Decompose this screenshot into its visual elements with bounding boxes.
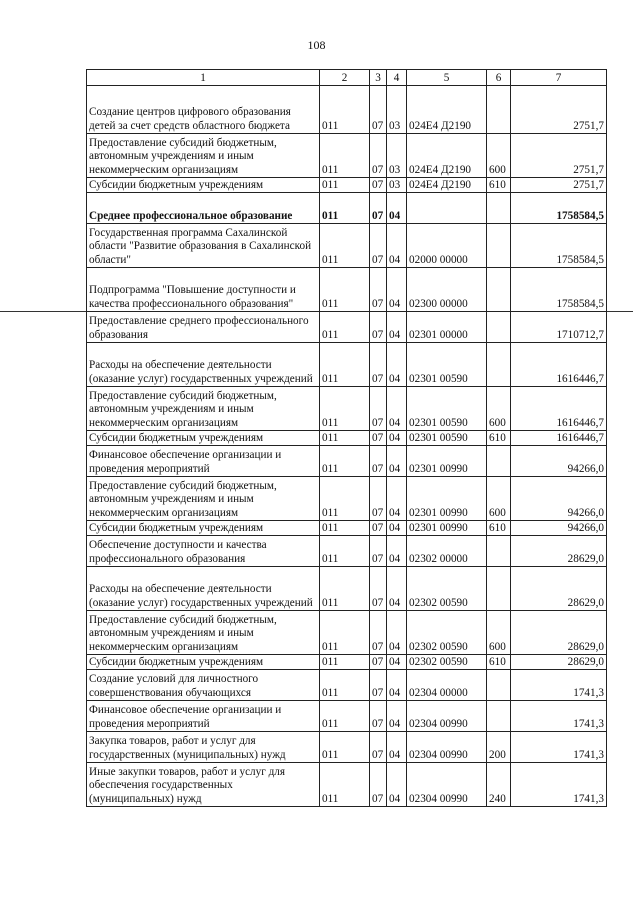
cell-gr: 011 <box>320 567 370 611</box>
cell-rz: 07 <box>370 732 387 763</box>
cell-sum: 1616446,7 <box>511 343 607 387</box>
cell-vr <box>487 446 511 477</box>
cell-name: Предоставление субсидий бюджетным, автономным учреждениям и иным некоммерческим организациям <box>87 477 320 521</box>
cell-vr: 610 <box>487 521 511 536</box>
cell-name: Предоставление субсидий бюджетным, автономным учреждениям и иным некоммерческим организациям <box>87 134 320 178</box>
cell-sum: 94266,0 <box>511 446 607 477</box>
table-body <box>87 86 607 807</box>
cell-rz: 07 <box>370 670 387 701</box>
cell-vr: 600 <box>487 611 511 655</box>
table-row <box>87 477 607 521</box>
cell-name: Предоставление субсидий бюджетным, автономным учреждениям и иным некоммерческим организациям <box>87 611 320 655</box>
cell-name: Среднее профессиональное образование <box>87 193 320 224</box>
cell-csr: 024E4 Д2190 <box>407 178 487 193</box>
cell-sum: 1741,3 <box>511 732 607 763</box>
cell-pr: 03 <box>387 134 407 178</box>
cell-rz: 07 <box>370 763 387 807</box>
cell-sum: 2751,7 <box>511 134 607 178</box>
cell-gr: 011 <box>320 387 370 431</box>
cell-vr: 610 <box>487 655 511 670</box>
page-number: 108 <box>307 38 326 52</box>
cell-sum: 2751,7 <box>511 86 607 134</box>
cell-gr: 011 <box>320 193 370 224</box>
cell-gr: 011 <box>320 343 370 387</box>
cell-csr: 02304 00000 <box>407 670 487 701</box>
cell-name: Субсидии бюджетным учреждениям <box>87 655 320 670</box>
table-row <box>87 178 607 193</box>
cell-gr: 011 <box>320 536 370 567</box>
cell-csr: 024E4 Д2190 <box>407 134 487 178</box>
cell-csr: 02304 00990 <box>407 763 487 807</box>
table-row <box>87 86 607 134</box>
table-row <box>87 312 607 343</box>
header-cell: 3 <box>370 70 387 86</box>
cell-rz: 07 <box>370 446 387 477</box>
cell-rz: 07 <box>370 536 387 567</box>
cell-pr: 04 <box>387 567 407 611</box>
cell-gr: 011 <box>320 477 370 521</box>
cell-rz: 07 <box>370 701 387 732</box>
cell-gr: 011 <box>320 655 370 670</box>
table-row <box>87 431 607 446</box>
cell-pr: 04 <box>387 763 407 807</box>
cell-csr: 024E4 Д2190 <box>407 86 487 134</box>
cell-name: Создание условий для личностного совершенствования обучающихся <box>87 670 320 701</box>
cell-vr <box>487 701 511 732</box>
cell-rz: 07 <box>370 193 387 224</box>
cell-name: Обеспечение доступности и качества профессионального образования <box>87 536 320 567</box>
cell-gr: 011 <box>320 670 370 701</box>
cell-pr: 04 <box>387 193 407 224</box>
cell-rz: 07 <box>370 521 387 536</box>
cell-rz: 07 <box>370 343 387 387</box>
cell-rz: 07 <box>370 477 387 521</box>
cell-gr: 011 <box>320 701 370 732</box>
budget-table <box>86 69 607 807</box>
cell-sum: 1741,3 <box>511 670 607 701</box>
cell-sum: 94266,0 <box>511 477 607 521</box>
cell-vr <box>487 536 511 567</box>
table-row <box>87 655 607 670</box>
cell-pr: 04 <box>387 268 407 312</box>
cell-name: Расходы на обеспечение деятельности (оказание услуг) государственных учреждений <box>87 567 320 611</box>
cell-gr: 011 <box>320 763 370 807</box>
cell-vr <box>487 567 511 611</box>
cell-sum: 1758584,5 <box>511 268 607 312</box>
header-cell: 5 <box>407 70 487 86</box>
cell-csr <box>407 193 487 224</box>
cell-sum: 28629,0 <box>511 611 607 655</box>
table-row <box>87 670 607 701</box>
cell-csr: 02301 00990 <box>407 521 487 536</box>
cell-pr: 04 <box>387 446 407 477</box>
header-cell: 7 <box>511 70 607 86</box>
cell-name: Подпрограмма "Повышение доступности и качества профессионального образования" <box>87 268 320 312</box>
cell-pr: 03 <box>387 178 407 193</box>
cell-csr: 02302 00590 <box>407 611 487 655</box>
table-row <box>87 446 607 477</box>
table-row <box>87 134 607 178</box>
cell-rz: 07 <box>370 178 387 193</box>
cell-name: Субсидии бюджетным учреждениям <box>87 431 320 446</box>
cell-pr: 04 <box>387 732 407 763</box>
cell-pr: 04 <box>387 521 407 536</box>
header-row <box>87 70 607 86</box>
cell-gr: 011 <box>320 86 370 134</box>
cell-sum: 1741,3 <box>511 701 607 732</box>
cell-vr <box>487 268 511 312</box>
header-cell: 4 <box>387 70 407 86</box>
cell-sum: 1616446,7 <box>511 387 607 431</box>
cell-csr: 02300 00000 <box>407 268 487 312</box>
cell-sum: 1616446,7 <box>511 431 607 446</box>
cell-rz: 07 <box>370 312 387 343</box>
cell-csr: 02302 00000 <box>407 536 487 567</box>
cell-csr: 02301 00590 <box>407 431 487 446</box>
cell-vr: 610 <box>487 178 511 193</box>
cell-name: Финансовое обеспечение организации и проведения мероприятий <box>87 446 320 477</box>
cell-gr: 011 <box>320 431 370 446</box>
cell-name: Финансовое обеспечение организации и проведения мероприятий <box>87 701 320 732</box>
cell-csr: 02301 00990 <box>407 446 487 477</box>
cell-pr: 04 <box>387 224 407 268</box>
cell-name: Создание центров цифрового образования детей за счет средств областного бюджета <box>87 86 320 134</box>
cell-rz: 07 <box>370 387 387 431</box>
cell-rz: 07 <box>370 431 387 446</box>
cell-csr: 02301 00990 <box>407 477 487 521</box>
cell-csr: 02304 00990 <box>407 701 487 732</box>
cell-sum: 28629,0 <box>511 536 607 567</box>
cell-rz: 07 <box>370 567 387 611</box>
cell-csr: 02301 00590 <box>407 343 487 387</box>
cell-csr: 02301 00000 <box>407 312 487 343</box>
cell-csr: 02302 00590 <box>407 567 487 611</box>
cell-rz: 07 <box>370 134 387 178</box>
cell-vr <box>487 224 511 268</box>
table-row <box>87 343 607 387</box>
cell-gr: 011 <box>320 224 370 268</box>
cell-sum: 1741,3 <box>511 763 607 807</box>
cell-sum: 94266,0 <box>511 521 607 536</box>
cell-pr: 03 <box>387 86 407 134</box>
cell-pr: 04 <box>387 670 407 701</box>
cell-vr: 600 <box>487 387 511 431</box>
cell-sum: 28629,0 <box>511 567 607 611</box>
cell-vr: 240 <box>487 763 511 807</box>
table-row <box>87 701 607 732</box>
cell-gr: 011 <box>320 268 370 312</box>
cell-name: Государственная программа Сахалинской области "Развитие образования в Сахалинской области" <box>87 224 320 268</box>
cell-gr: 011 <box>320 134 370 178</box>
table-row <box>87 193 607 224</box>
cell-gr: 011 <box>320 611 370 655</box>
cell-vr <box>487 670 511 701</box>
cell-gr: 011 <box>320 732 370 763</box>
cell-sum: 2751,7 <box>511 178 607 193</box>
cell-rz: 07 <box>370 655 387 670</box>
table-row <box>87 732 607 763</box>
table-row <box>87 763 607 807</box>
cell-vr <box>487 312 511 343</box>
cell-vr: 600 <box>487 477 511 521</box>
header-cell: 6 <box>487 70 511 86</box>
cell-rz: 07 <box>370 224 387 268</box>
cell-name: Закупка товаров, работ и услуг для государственных (муниципальных) нужд <box>87 732 320 763</box>
cell-gr: 011 <box>320 446 370 477</box>
cell-pr: 04 <box>387 312 407 343</box>
cell-vr: 610 <box>487 431 511 446</box>
cell-gr: 011 <box>320 312 370 343</box>
table-row <box>87 268 607 312</box>
cell-rz: 07 <box>370 611 387 655</box>
cell-rz: 07 <box>370 268 387 312</box>
cell-csr: 02302 00590 <box>407 655 487 670</box>
cell-vr <box>487 193 511 224</box>
cell-pr: 04 <box>387 343 407 387</box>
cell-pr: 04 <box>387 701 407 732</box>
cell-gr: 011 <box>320 178 370 193</box>
cell-name: Субсидии бюджетным учреждениям <box>87 178 320 193</box>
cell-pr: 04 <box>387 655 407 670</box>
cell-vr <box>487 86 511 134</box>
cell-name: Субсидии бюджетным учреждениям <box>87 521 320 536</box>
cell-csr: 02000 00000 <box>407 224 487 268</box>
table-row <box>87 521 607 536</box>
cell-name: Иные закупки товаров, работ и услуг для обеспечения государственных (муниципальных) нужд <box>87 763 320 807</box>
cell-pr: 04 <box>387 477 407 521</box>
cell-csr: 02301 00590 <box>407 387 487 431</box>
cell-sum: 1758584,5 <box>511 193 607 224</box>
cell-name: Расходы на обеспечение деятельности (оказание услуг) государственных учреждений <box>87 343 320 387</box>
cell-vr: 600 <box>487 134 511 178</box>
cell-pr: 04 <box>387 611 407 655</box>
header-cell: 1 <box>87 70 320 86</box>
cell-sum: 1758584,5 <box>511 224 607 268</box>
cell-pr: 04 <box>387 387 407 431</box>
table-row <box>87 536 607 567</box>
cell-sum: 1710712,7 <box>511 312 607 343</box>
table-row <box>87 611 607 655</box>
cell-gr: 011 <box>320 521 370 536</box>
cell-csr: 02304 00990 <box>407 732 487 763</box>
cell-name: Предоставление среднего профессионального образования <box>87 312 320 343</box>
cell-pr: 04 <box>387 536 407 567</box>
header-cell: 2 <box>320 70 370 86</box>
cell-rz: 07 <box>370 86 387 134</box>
cell-vr <box>487 343 511 387</box>
cell-vr: 200 <box>487 732 511 763</box>
cell-pr: 04 <box>387 431 407 446</box>
table-row <box>87 567 607 611</box>
table-row <box>87 224 607 268</box>
cell-sum: 28629,0 <box>511 655 607 670</box>
table-row <box>87 387 607 431</box>
cell-name: Предоставление субсидий бюджетным, автономным учреждениям и иным некоммерческим организациям <box>87 387 320 431</box>
